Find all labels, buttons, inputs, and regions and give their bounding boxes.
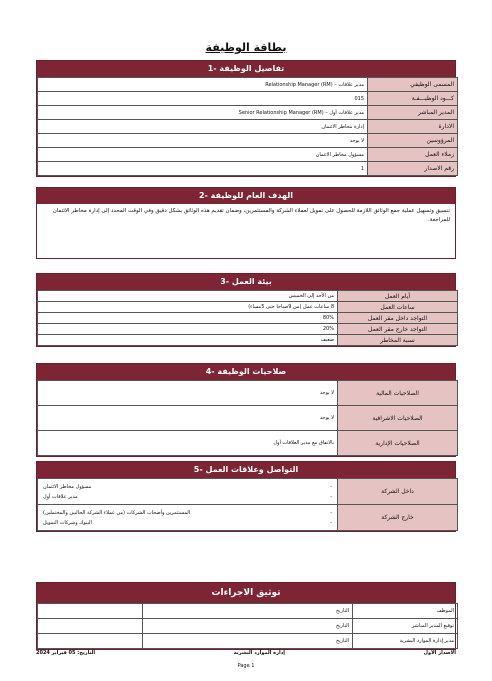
value-cell: 8 ساعات عمل (من 9صباحا حتى 5مساء) xyxy=(38,302,338,313)
list-item: - البنوك وشركات التمويل xyxy=(43,519,332,526)
value-cell: لا يوجد xyxy=(38,134,368,148)
table-row xyxy=(38,335,458,346)
value-cell xyxy=(38,479,338,505)
relations-table xyxy=(37,478,458,531)
table-row xyxy=(38,148,458,162)
authorities-table xyxy=(37,380,458,456)
work-environment-section xyxy=(36,273,456,347)
footer xyxy=(36,650,456,656)
date-label: التاريخ xyxy=(143,619,353,634)
date-label: التاريخ xyxy=(143,604,353,619)
approvals-table xyxy=(37,603,458,649)
label-cell: رقم الاصدار xyxy=(368,162,458,176)
section-heading: توثيق الاجراءات xyxy=(37,583,455,603)
table-row xyxy=(38,431,458,456)
value-cell xyxy=(38,505,338,531)
value-cell: 80% xyxy=(38,313,338,324)
table-row xyxy=(38,634,458,649)
approvals-section xyxy=(36,582,456,650)
label-cell: خارج الشركة xyxy=(338,505,458,531)
table-row xyxy=(38,291,458,302)
value-cell: مدير علاقات أول – Senior Relationship Manager (RM) xyxy=(38,106,368,120)
table-row xyxy=(38,406,458,431)
section-heading: 5- التواصل وعلاقات العمل xyxy=(37,462,455,478)
work-environment-table xyxy=(37,290,458,346)
label-cell: كـــود الوظيـــفـة xyxy=(368,92,458,106)
list-item: - مدير علاقات أول xyxy=(43,493,332,500)
value-cell: 20% xyxy=(38,324,338,335)
value-cell: لا يوجد xyxy=(38,406,338,431)
department-label: إدارة الموارد البشرية xyxy=(233,650,286,656)
section-heading: 4- صلاحيات الوظيفة xyxy=(37,364,455,380)
list-item: - المستثمرين وأصحاب الشركات (من عملاء الشركة الحاليين والمحتملين) xyxy=(43,509,332,516)
table-row xyxy=(38,120,458,134)
table-row xyxy=(38,324,458,335)
value-cell: 015 xyxy=(38,92,368,106)
value-cell: ضعيف xyxy=(38,335,338,346)
page-title: بطاقة الوظيفة xyxy=(205,41,287,54)
list-item: - مسؤول مخاطر الائتمان xyxy=(43,483,332,490)
table-row xyxy=(38,78,458,92)
label-cell: الصلاحيات الاشرافية xyxy=(338,406,458,431)
label-cell: داخل الشركة xyxy=(338,479,458,505)
date-cell xyxy=(38,619,143,634)
label-cell: ساعات العمل xyxy=(338,302,458,313)
edition-label: الاصدار الأول xyxy=(423,650,456,656)
label-cell: نسبة المخاطر xyxy=(338,335,458,346)
section-heading: 1- تفاصيل الوظيفة xyxy=(37,61,455,77)
value-cell: من الأحد إلى الخميس xyxy=(38,291,338,302)
job-details-section xyxy=(36,60,456,177)
table-row xyxy=(38,505,458,531)
value-cell: 1 xyxy=(38,162,368,176)
label-cell: مدير إدارة الموارد البشرية xyxy=(353,634,458,649)
value-cell: إدارة مخاطر الائتمان xyxy=(38,120,368,134)
value-cell: بالاتفاق مع مدير العلاقات أول xyxy=(38,431,338,456)
label-cell: الموظف xyxy=(353,604,458,619)
table-row xyxy=(38,302,458,313)
table-row xyxy=(38,313,458,324)
label-cell: توقيع المدير المباشر xyxy=(353,619,458,634)
relations-section xyxy=(36,461,456,532)
page-number: Page 1 xyxy=(237,663,255,669)
label-cell: الصلاحيات الإدارية xyxy=(338,431,458,456)
footer-date: التاريخ: 05 فبراير 2024 xyxy=(36,650,96,656)
objective-text: تنسيق وتسهيل عملية جمع الوثائق اللازمة للحصول على تمويل لعملاء الشركة والمستثمرين، وضمان تقديم هذه الوثائق بشكل دقيق وفي الوقت المحدد إلى إدارة مخاطر الائتمان للمراجعة. xyxy=(52,208,450,223)
value-cell: مسؤول مخاطر الائتمان xyxy=(38,148,368,162)
table-row xyxy=(38,619,458,634)
label-cell: التواجد خارج مقر العمل xyxy=(338,324,458,335)
label-cell: المرؤوسين xyxy=(368,134,458,148)
objective-section xyxy=(36,187,456,259)
date-cell xyxy=(38,604,143,619)
table-row xyxy=(38,479,458,505)
table-row xyxy=(38,134,458,148)
value-cell: مدير علاقات – Relationship Manager (RM) xyxy=(38,78,368,92)
label-cell: المدير المباشر xyxy=(368,106,458,120)
label-cell: أيام العمل xyxy=(338,291,458,302)
authorities-section xyxy=(36,363,456,457)
label-cell: الصلاحيات المالية xyxy=(338,381,458,406)
value-cell: لا يوجد xyxy=(38,381,338,406)
table-row xyxy=(38,381,458,406)
label-cell: المسمى الوظيفي xyxy=(368,78,458,92)
label-cell: التواجد داخل مقر العمل xyxy=(338,313,458,324)
date-label: التاريخ xyxy=(143,634,353,649)
section-heading: 2- الهدف العام للوظيفة xyxy=(37,188,455,204)
table-row xyxy=(38,92,458,106)
table-row xyxy=(38,106,458,120)
label-cell: الادارة xyxy=(368,120,458,134)
label-cell: زملاء العمل xyxy=(368,148,458,162)
section-heading: 3- بيئة العمل xyxy=(37,274,455,290)
table-row xyxy=(38,162,458,176)
table-row xyxy=(38,604,458,619)
job-details-table xyxy=(37,77,458,176)
date-cell xyxy=(38,634,143,649)
